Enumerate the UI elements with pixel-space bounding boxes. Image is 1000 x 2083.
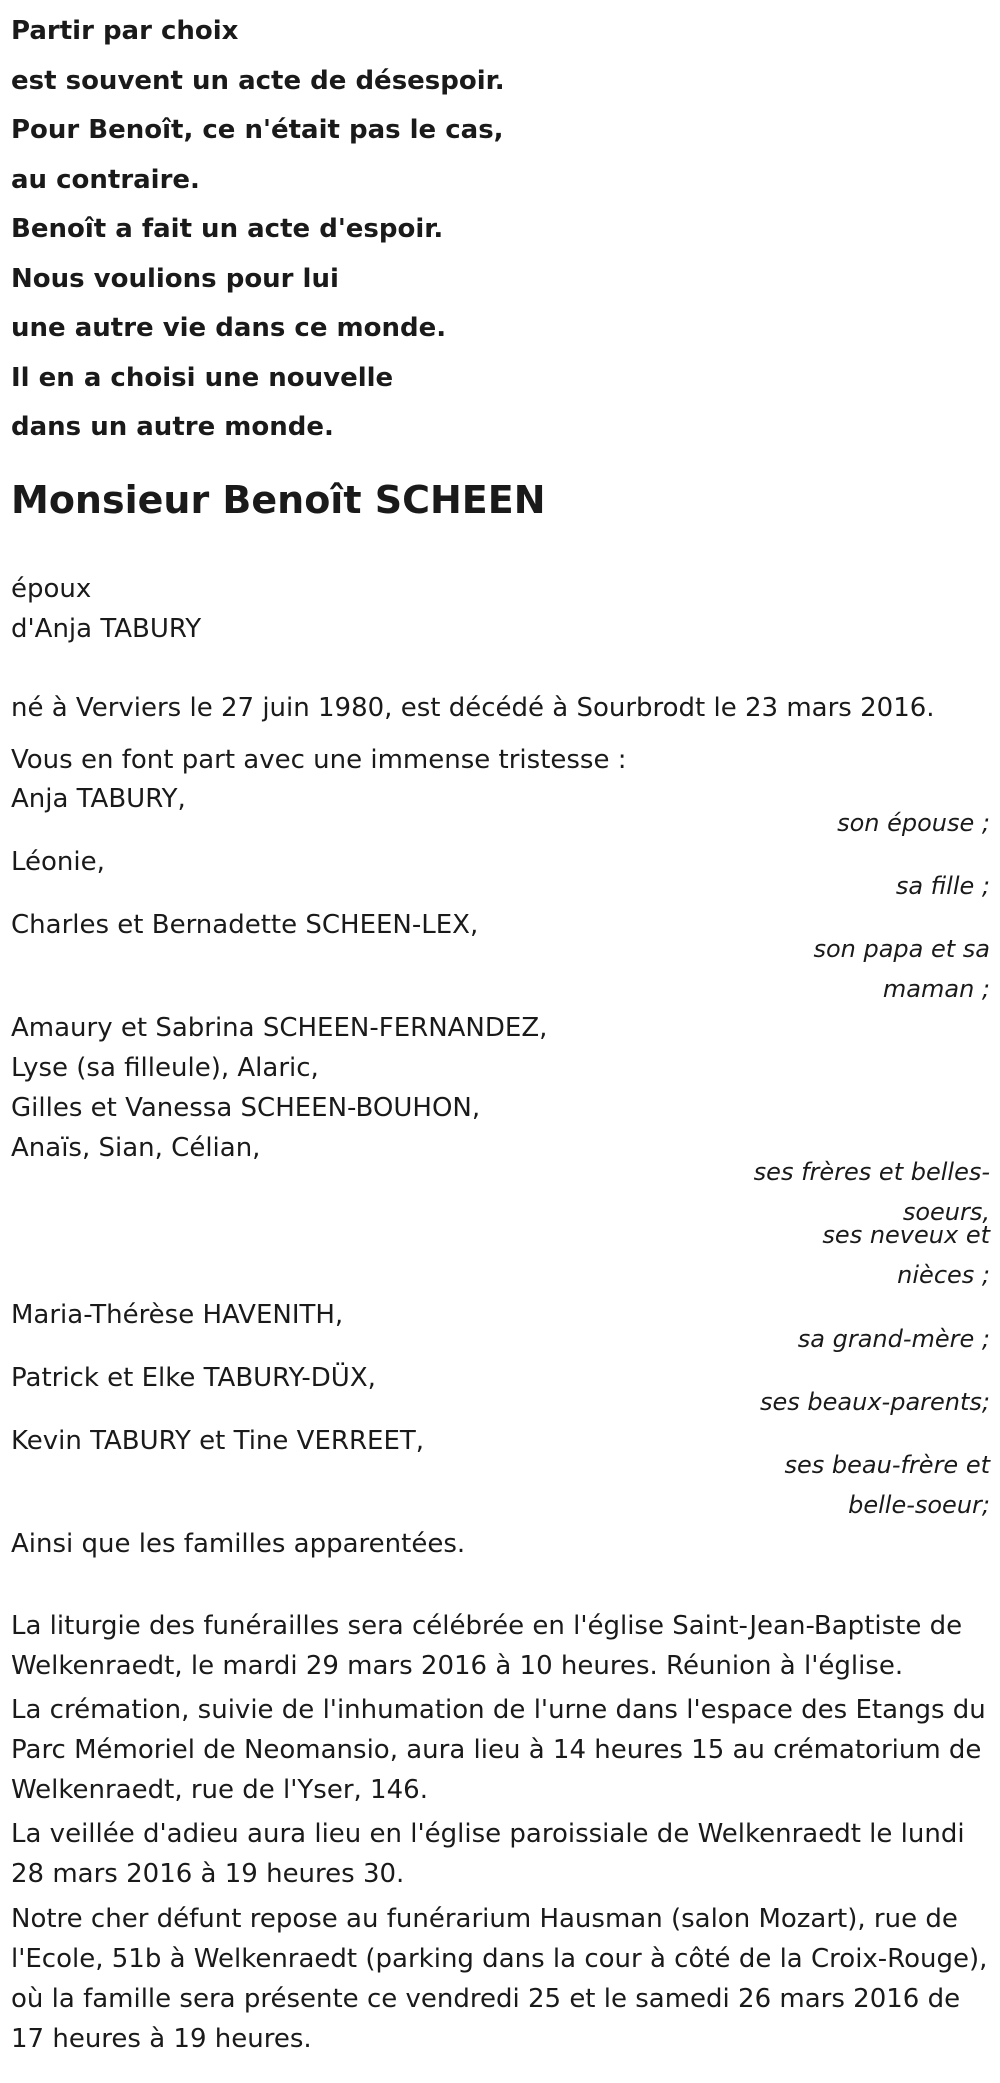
family-member-inlaws: Patrick et Elke TABURY-DÜX,: [11, 1363, 376, 1393]
relation-siblings-2: soeurs,: [902, 1198, 990, 1226]
deceased-name: Monsieur Benoît SCHEEN: [11, 478, 546, 522]
poem-line: dans un autre monde.: [11, 412, 334, 442]
poem-line: est souvent un acte de désespoir.: [11, 65, 505, 96]
spouse-label: époux: [11, 574, 92, 604]
family-member-nieces: Lyse (sa filleule), Alaric,: [11, 1053, 319, 1083]
family-member-sibling: Gilles et Vanessa SCHEEN-BOUHON,: [11, 1093, 481, 1123]
poem-line: Partir par choix: [11, 16, 239, 46]
liturgy-paragraph: La liturgie des funérailles sera célébrée en l'église Saint-Jean-Baptiste de Welkenraedt, le mardi 29 mars 2016 à 10 heures. Réunion à l'église.: [11, 1611, 963, 1681]
family-member-daughter: Léonie,: [11, 847, 105, 877]
relation-wife: son épouse ;: [837, 809, 990, 837]
family-member-brother-in-law: Kevin TABURY et Tine VERREET,: [11, 1426, 425, 1456]
relation-nephews-2: nièces ;: [897, 1261, 990, 1289]
poem-line: Il en a choisi une nouvelle: [11, 362, 394, 393]
relation-siblings-1: ses frères et belles-: [753, 1158, 990, 1186]
family-member-wife: Anja TABURY,: [11, 784, 186, 814]
spouse-name: d'Anja TABURY: [11, 614, 202, 644]
relation-parents-2: maman ;: [882, 975, 990, 1003]
announcement-line: Vous en font part avec une immense tristesse :: [11, 745, 627, 775]
poem-line: au contraire.: [11, 164, 200, 195]
poem-line: Benoît a fait un acte d'espoir.: [11, 214, 444, 244]
relation-parents-1: son papa et sa: [813, 935, 990, 963]
cremation-paragraph: La crémation, suivie de l'inhumation de l'urne dans l'espace des Etangs du Parc Mémoriel de Neomansio, aura lieu à 14 heures 15 au crématorium de Welkenraedt, rue de l'Yser, 146.: [11, 1695, 986, 1805]
relation-daughter: sa fille ;: [895, 872, 990, 900]
family-member-parents: Charles et Bernadette SCHEEN-LEX,: [11, 910, 479, 940]
birth-death-line: né à Verviers le 27 juin 1980, est décédé à Sourbrodt le 23 mars 2016.: [11, 693, 935, 723]
poem-line: Pour Benoît, ce n'était pas le cas,: [11, 115, 504, 145]
poem-line: Nous voulions pour lui: [11, 263, 339, 294]
relation-nephews-1: ses neveux et: [822, 1221, 990, 1249]
rest-paragraph: Notre cher défunt repose au funérarium Hausman (salon Mozart), rue de l'Ecole, 51b à Welkenraedt (parking dans la cour à côté de la Croix-Rouge), où la famille sera présente ce vendredi 25 et le samedi 26 mars 2016 de 17 heures à 19 heures.: [11, 1904, 988, 2054]
family-member-sibling: Amaury et Sabrina SCHEEN-FERNANDEZ,: [11, 1013, 548, 1043]
families-line: Ainsi que les familles apparentées.: [11, 1529, 466, 1559]
family-member-nieces: Anaïs, Sian, Célian,: [11, 1133, 261, 1163]
relation-brother-in-law-2: belle-soeur;: [848, 1491, 990, 1519]
vigil-paragraph: La veillée d'adieu aura lieu en l'église paroissiale de Welkenraedt le lundi 28 mars 2016 à 19 heures 30.: [11, 1819, 965, 1889]
family-member-grandmother: Maria-Thérèse HAVENITH,: [11, 1300, 344, 1330]
relation-inlaws: ses beaux-parents;: [760, 1388, 990, 1416]
poem-line: une autre vie dans ce monde.: [11, 313, 447, 343]
relation-grandmother: sa grand-mère ;: [797, 1325, 990, 1353]
poem: [11, 7, 505, 453]
relation-brother-in-law-1: ses beau-frère et: [784, 1451, 990, 1479]
